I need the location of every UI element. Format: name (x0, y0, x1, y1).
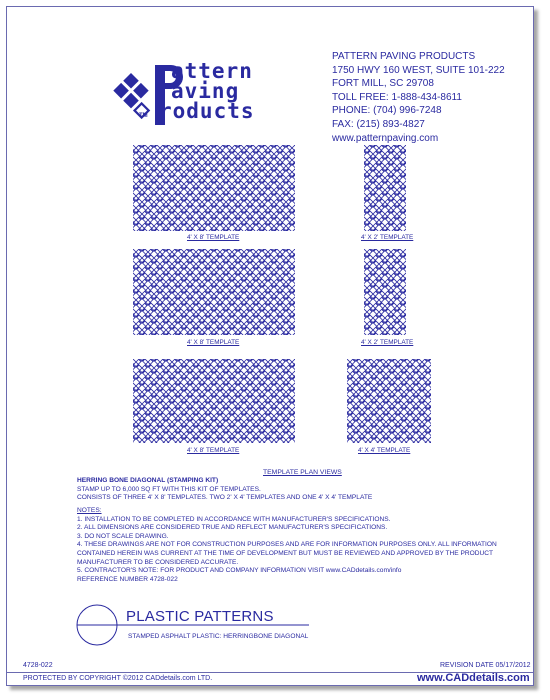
kit-description (77, 477, 372, 503)
company-name: PATTERN PAVING PRODUCTS (332, 51, 476, 62)
template-label: 4' X 8' TEMPLATE (187, 447, 240, 454)
herringbone-pattern-icon (133, 249, 295, 335)
company-address-2: FORT MILL, SC 29708 (332, 78, 434, 90)
company-phone: PHONE: (704) 996-7248 (332, 105, 442, 117)
company-info (332, 50, 505, 145)
template-4x2-b (364, 249, 406, 335)
note-item: 4. THESE DRAWINGS ARE NOT FOR CONSTRUCTION PURPOSES AND ARE FOR INFORMATION PURPOSES ONLY. ALL INFORMATION (77, 541, 497, 549)
note-item: 2. ALL DIMENSIONS ARE CONSIDERED TRUE AND REFLECT MANUFACTURER'S SPECIFICATIONS. (77, 524, 388, 532)
template-4x4 (347, 359, 431, 443)
drawing-title: PLASTIC PATTERNS (126, 608, 274, 625)
kit-line-2: CONSISTS OF THREE 4' X 8' TEMPLATES. TWO 2' X 4' TEMPLATES AND ONE 4' X 4' TEMPLATE (77, 494, 373, 502)
footer-ref: 4728-022 (23, 662, 53, 669)
logo-tm: TM (139, 113, 148, 119)
kit-heading: HERRING BONE DIAGONAL (STAMPING KIT) (77, 477, 219, 484)
template-label: 4' X 8' TEMPLATE (187, 339, 240, 346)
footer-copyright: PROTECTED BY COPYRIGHT ©2012 CADdetails.com LTD. (23, 675, 213, 682)
herringbone-pattern-icon (347, 359, 431, 443)
notes-heading: NOTES: (77, 507, 102, 514)
logo-line-pattern: attern (171, 59, 253, 83)
template-4x8-a (133, 145, 295, 231)
note-item: 5. CONTRACTOR'S NOTE: FOR PRODUCT AND COMPANY INFORMATION VISIT www.CADdetails.com/info (77, 567, 402, 575)
note-item: MANUFACTURER TO BE CONSIDERED ACCURATE. (77, 558, 239, 566)
footer-revision: REVISION DATE 05/17/2012 (440, 662, 531, 669)
plan-views-title: TEMPLATE PLAN VIEWS (263, 469, 342, 476)
herringbone-pattern-icon (133, 145, 295, 231)
note-item: 1. INSTALLATION TO BE COMPLETED IN ACCORDANCE WITH MANUFACTURER'S SPECIFICATIONS. (77, 515, 391, 523)
drawing-sheet (6, 6, 534, 686)
kit-line-1: STAMP UP TO 6,000 SQ FT WITH THIS KIT OF TEMPLATES. (77, 485, 261, 493)
logo-line-products: roducts (159, 99, 255, 123)
herringbone-pattern-icon (364, 145, 406, 231)
notes (77, 507, 497, 584)
drawing-subtitle: STAMPED ASPHALT PLASTIC: HERRINGBONE DIAGONAL (128, 633, 309, 640)
template-4x8-b (133, 249, 295, 335)
herringbone-pattern-icon (364, 249, 406, 335)
note-item: 3. DO NOT SCALE DRAWING. (77, 532, 169, 540)
template-label: 4' X 4' TEMPLATE (358, 447, 411, 454)
template-4x8-c (133, 359, 295, 443)
company-address-1: 1750 HWY 160 WEST, SUITE 101-222 (332, 64, 505, 76)
herringbone-pattern-icon (133, 359, 295, 443)
note-item: CONTAINED HEREIN WAS CURRENT AT THE TIME OF DEVELOPMENT BUT MUST BE REVIEWED AND APPROVED BY THE PRODUCT (77, 549, 494, 557)
footer-site[interactable]: www.CADdetails.com (417, 672, 530, 684)
company-website[interactable]: www.patternpaving.com (332, 132, 439, 144)
template-label: 4' X 2' TEMPLATE (361, 234, 414, 241)
company-fax: FAX: (215) 893-4827 (332, 118, 425, 130)
company-toll-free: TOLL FREE: 1-888-434-8611 (332, 91, 462, 103)
logo-wordmark (159, 59, 255, 123)
template-4x2-a (364, 145, 406, 231)
note-item: REFERENCE NUMBER 4728-022 (77, 575, 178, 583)
template-label: 4' X 2' TEMPLATE (361, 339, 414, 346)
logo-line-paving: aving (171, 79, 240, 103)
template-label: 4' X 8' TEMPLATE (187, 234, 240, 241)
